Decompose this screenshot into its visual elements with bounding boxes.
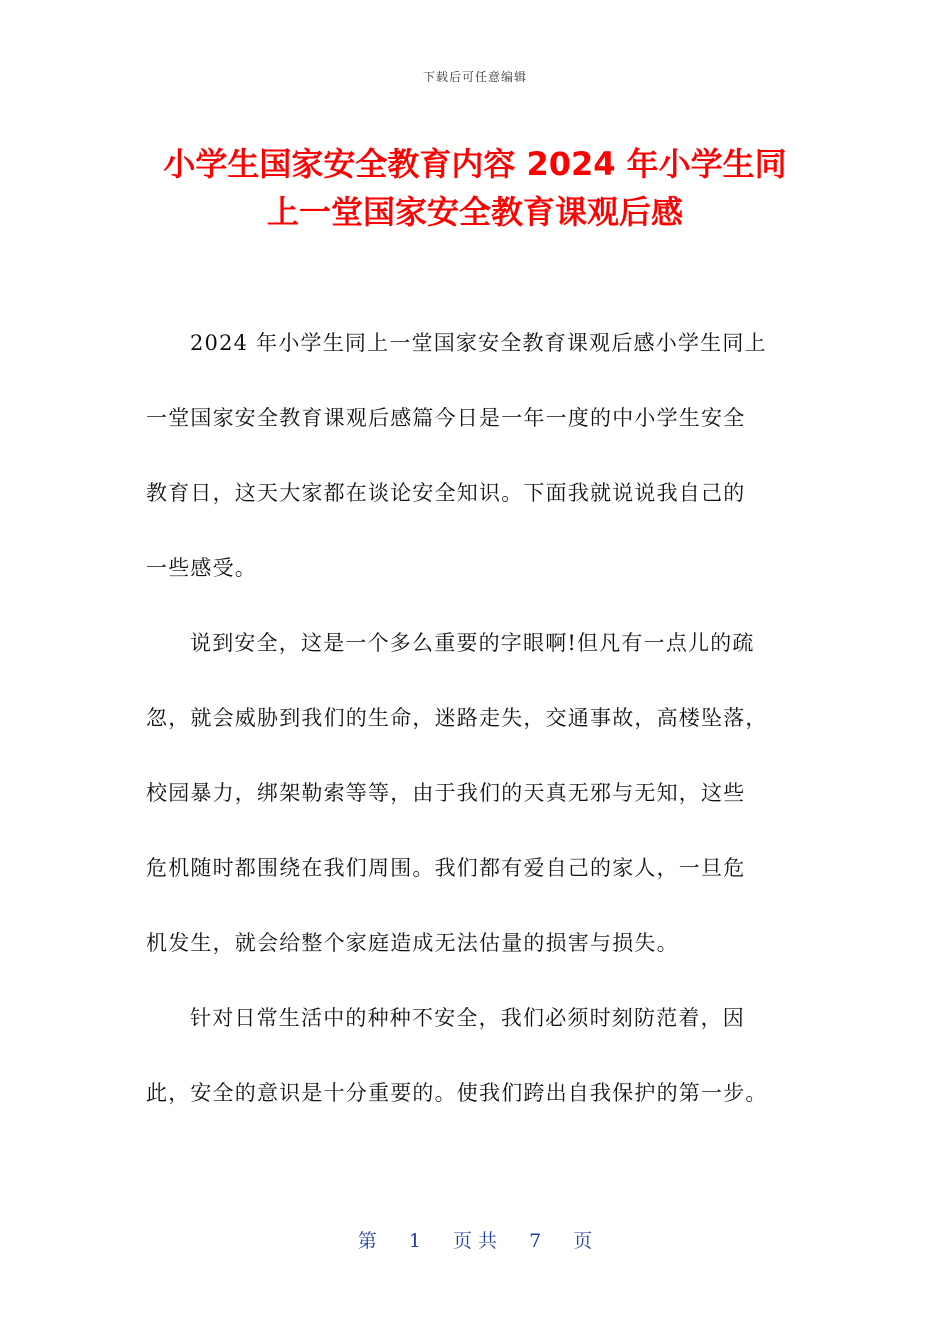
footer-suffix: 页 [573, 1230, 593, 1252]
footer-prefix: 第 [357, 1230, 377, 1252]
body-line: 机发生，就会给整个家庭造成无法估量的损害与损失。 [146, 931, 679, 955]
footer-middle: 页 共 [452, 1230, 498, 1252]
body-line: 危机随时都围绕在我们周围。我们都有爱自己的家人，一旦危 [146, 856, 746, 880]
header-note: 下载后可任意编辑 [422, 70, 527, 84]
body-line: 教育日，这天大家都在谈论安全知识。下面我就说说我自己的 [146, 481, 746, 505]
body-line: 针对日常生活中的种种不安全，我们必须时刻防范着，因 [190, 1006, 745, 1030]
body-line: 说到安全，这是一个多么重要的字眼啊!但凡有一点儿的疏 [190, 631, 755, 655]
body-line: 一些感受。 [146, 556, 257, 580]
body-line: 忽，就会威胁到我们的生命，迷路走失，交通事故，高楼坠落， [146, 706, 768, 730]
footer-page-number: 1 [408, 1230, 421, 1252]
footer-total-pages: 7 [529, 1230, 542, 1252]
title-line-2: 上一堂国家安全教育课观后感 [266, 193, 683, 231]
body-line: 2024 年小学生同上一堂国家安全教育课观后感小学生同上 [190, 331, 767, 355]
body-line: 校园暴力，绑架勒索等等，由于我们的天真无邪与无知，这些 [146, 781, 746, 805]
body-line: 一堂国家安全教育课观后感篇今日是一年一度的中小学生安全 [146, 406, 746, 430]
document-title [120, 140, 830, 236]
title-line-1: 小学生国家安全教育内容 2024 年小学生同 [163, 145, 787, 183]
document-body [146, 306, 802, 1131]
page-footer [0, 1226, 950, 1253]
body-line: 此，安全的意识是十分重要的。使我们跨出自我保护的第一步。 [146, 1081, 768, 1105]
